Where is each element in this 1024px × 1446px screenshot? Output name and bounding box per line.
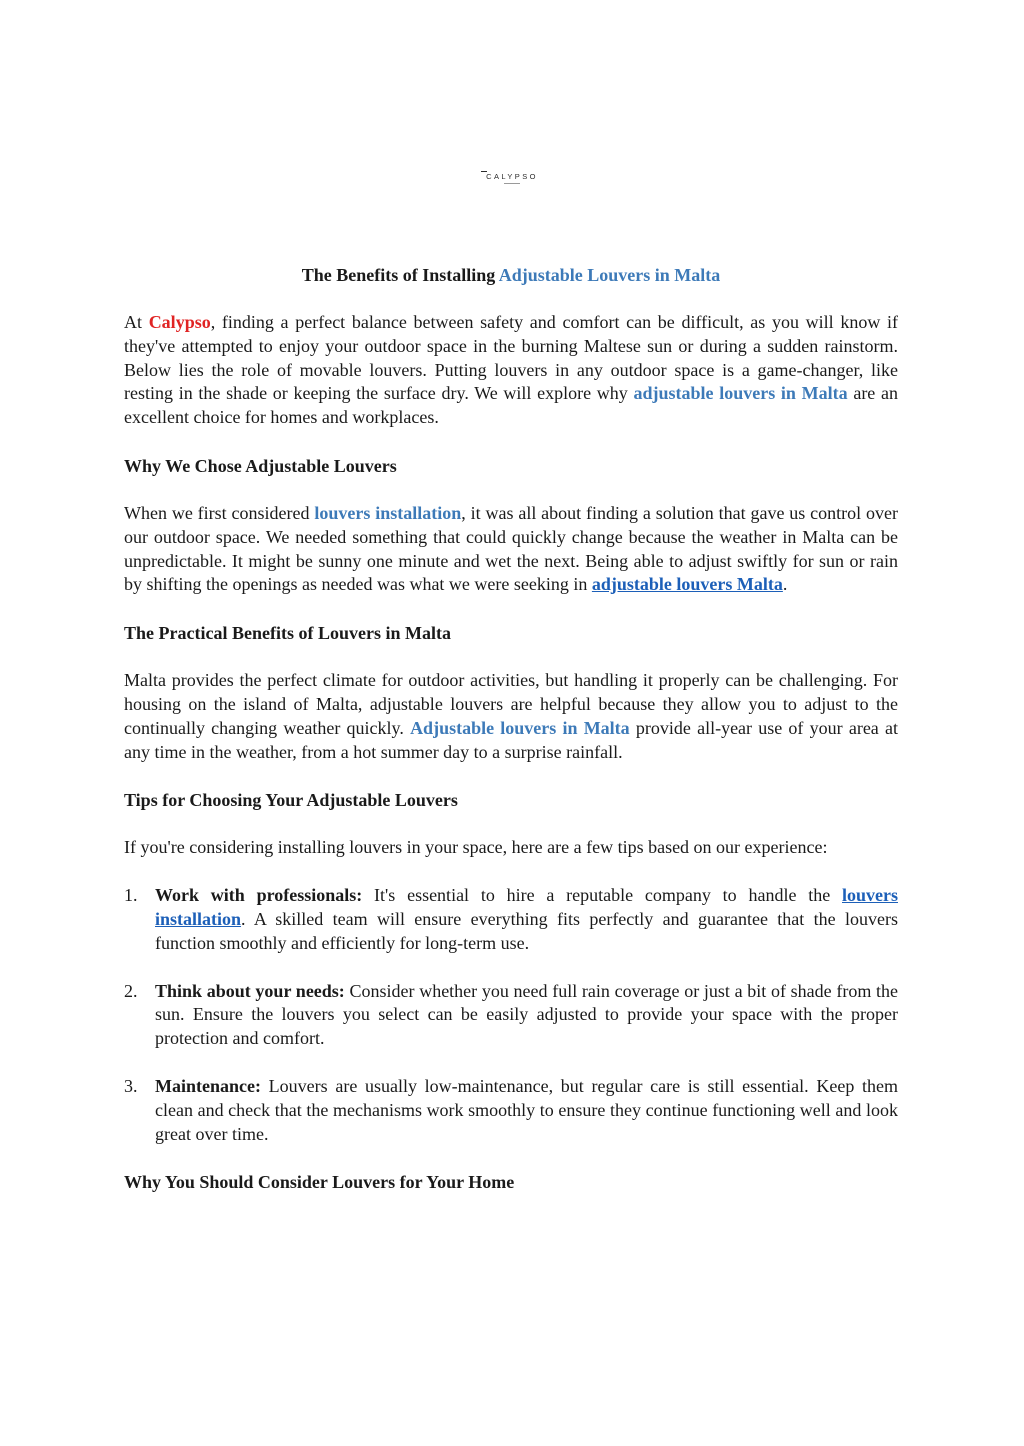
list-item: [124, 1075, 898, 1146]
intro-text-1: At: [124, 312, 149, 332]
louvers-installation-link[interactable]: louvers installation: [155, 885, 898, 929]
section2-text-2: provide all-year use of your area at any time in the weather, from a hot summer day to a surprise rainfall.: [124, 717, 898, 762]
tip-text: It's essential to hire a reputable company to handle the: [362, 885, 842, 906]
section1-text-3: .: [782, 574, 788, 595]
title-highlight: Adjustable Louvers in Malta: [498, 265, 721, 285]
tip-title: Think about your needs:: [155, 980, 345, 1001]
section1-paragraph: [124, 502, 898, 597]
tip-text: Louvers are usually low-maintenance, but regular care is still essential. Keep them clean and check that the mechanisms work smoothly to ensure they continue functioning well and look great over time.: [155, 1075, 898, 1144]
section2-text-1: Malta provides the perfect climate for outdoor activities, but handling it properly can be challenging. For housing on the island of Malta, adjustable louvers are helpful because they allow you to adjust to the continually changing weather quickly.: [124, 670, 898, 738]
tip-title: Maintenance:: [155, 1075, 261, 1096]
intro-text-2: , finding a perfect balance between safety and comfort can be difficult, as you will know if they've attempted to enjoy your outdoor space in the burning Maltese sun or during a sudden rainstorm. Below lies the role of movable louvers. Putting louvers in any outdoor space is a game-changer, like resting in the shade or keeping the surface dry. We will explore why: [124, 312, 899, 404]
title-prefix: The Benefits of Installing: [301, 265, 499, 285]
list-number: 2.: [124, 980, 138, 1001]
adjustable-louvers-malta-link[interactable]: adjustable louvers Malta: [591, 574, 783, 595]
section1-text-1: When we first considered: [124, 502, 315, 523]
logo-tagline-rule: [504, 183, 520, 184]
tip-text-cont: . A skilled team will ensure everything fits perfectly and guarantee that the louvers function smoothly and efficiently for long-term use.: [155, 908, 898, 953]
section1-text-2: , it was all about finding a solution that gave us control over our outdoor space. We needed something that could quickly change because the weather in Malta can be unpredictable. It might be sunny one minute and wet the next. Being able to adjust swiftly for sun or rain by shifting the openings as needed was what we were seeking in: [124, 502, 898, 595]
tip-text: Consider whether you need full rain coverage or just a bit of shade from the sun. Ensure the louvers you select can be easily adjusted to provide your space with the proper protection and comfort.: [155, 980, 899, 1049]
tips-list: [124, 884, 898, 1146]
list-number: 1.: [124, 885, 138, 906]
list-number: 3.: [124, 1075, 138, 1096]
section2-paragraph: [124, 669, 898, 764]
list-item: [124, 884, 898, 955]
brand-name: Calypso: [148, 312, 211, 332]
louvers-installation-keyword[interactable]: louvers installation: [314, 502, 462, 523]
calypso-logo: [480, 173, 544, 187]
tips-intro-paragraph: If you're considering installing louvers in your space, here are a few tips based on our experience:: [124, 837, 828, 858]
document-body: [124, 263, 898, 1218]
logo-wordmark: CALYPSO: [480, 173, 544, 181]
section-heading-practical-benefits: The Practical Benefits of Louvers in Malta: [124, 623, 451, 644]
tip-title: Work with professionals:: [155, 885, 363, 906]
page-title: [124, 263, 898, 287]
intro-paragraph: [124, 311, 898, 430]
intro-keyword-link[interactable]: adjustable louvers in Malta: [633, 383, 848, 404]
section-heading-consider-louvers: Why You Should Consider Louvers for Your Home: [124, 1172, 515, 1193]
section-heading-why-chose: Why We Chose Adjustable Louvers: [124, 455, 397, 476]
list-item: [124, 980, 898, 1051]
intro-text-3: are an excellent choice for homes and workplaces.: [124, 383, 898, 428]
section-heading-tips: Tips for Choosing Your Adjustable Louvers: [124, 790, 458, 811]
section2-keyword-link[interactable]: Adjustable louvers in Malta: [410, 717, 630, 738]
